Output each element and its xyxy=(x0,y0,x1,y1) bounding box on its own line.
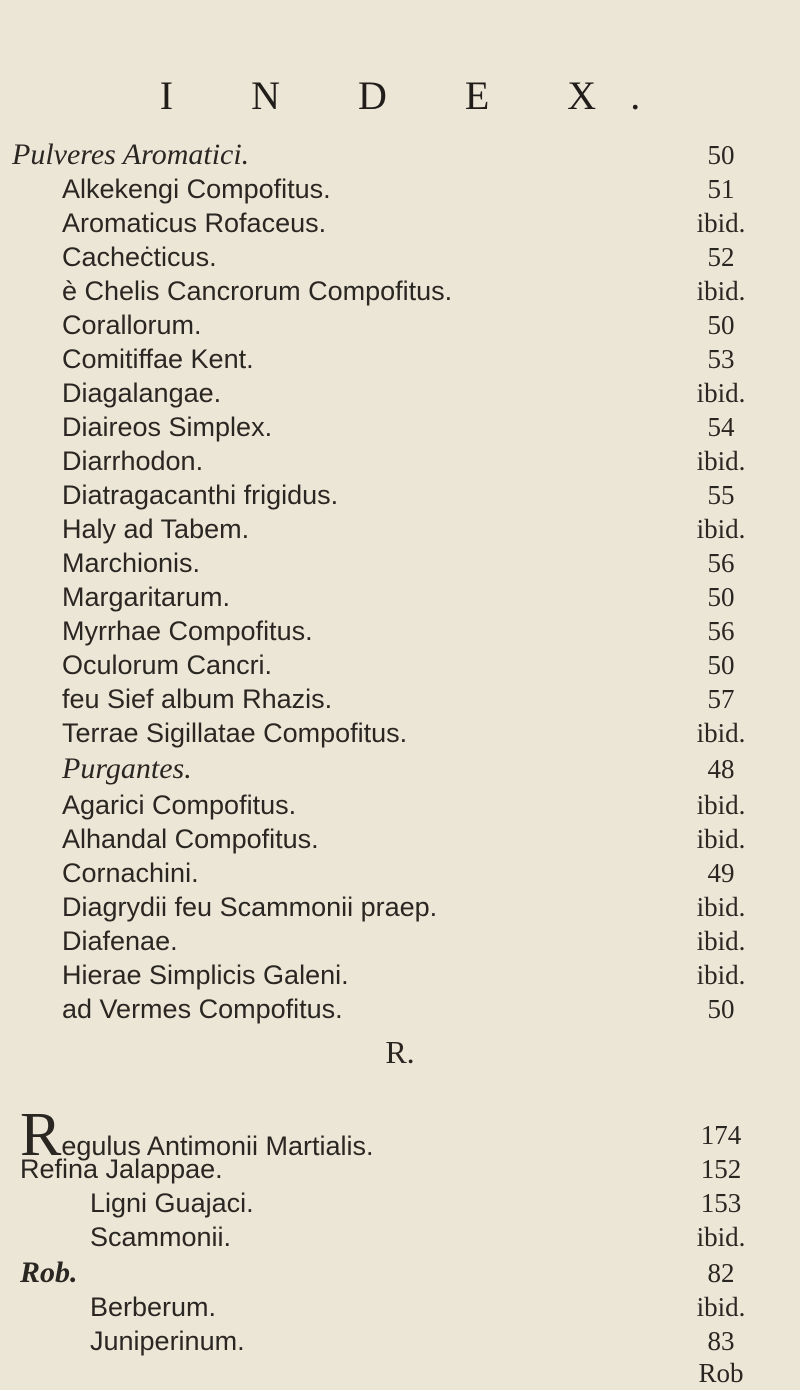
page-ref: ibid. xyxy=(696,1222,746,1252)
index-entry xyxy=(0,1290,800,1324)
entry-name: Rob. xyxy=(20,1256,78,1289)
entry-name: Diafenae. xyxy=(62,926,178,956)
entry-name: Berberum. xyxy=(90,1292,217,1322)
entry-name: Marchionis. xyxy=(62,548,201,578)
catchword-row xyxy=(0,1356,800,1390)
index-entry xyxy=(0,138,800,172)
page-ref: 50 xyxy=(707,310,735,340)
page-ref: ibid. xyxy=(696,926,746,956)
section-letter: R. xyxy=(385,1034,415,1070)
index-entry xyxy=(0,172,800,206)
page-ref: ibid. xyxy=(696,790,746,820)
entry-name: Oculorum Cancri. xyxy=(62,650,273,680)
entry-name: Corallorum. xyxy=(62,310,202,340)
entry-name: Alhandal Compofitus. xyxy=(62,824,319,854)
page-ref: 50 xyxy=(707,650,735,680)
index-entry xyxy=(0,410,800,444)
entry-name: Aromaticus Rofaceus. xyxy=(62,208,327,238)
entry-name: Scammonii. xyxy=(90,1222,232,1252)
page-ref: ibid. xyxy=(696,514,746,544)
index-entry xyxy=(0,614,800,648)
entry-name: Diagalangae. xyxy=(62,378,222,408)
index-entry xyxy=(0,308,800,342)
index-entry xyxy=(0,478,800,512)
page-ref: ibid. xyxy=(696,276,746,306)
index-entry xyxy=(0,512,800,546)
page-ref: ibid. xyxy=(696,208,746,238)
index-entry xyxy=(0,958,800,992)
entry-name: Juniperinum. xyxy=(90,1326,245,1356)
page-ref: 56 xyxy=(707,548,735,578)
page-ref: 54 xyxy=(707,412,735,442)
entry-name: Margaritarum. xyxy=(62,582,231,612)
index-entry xyxy=(0,1324,800,1358)
index-entry xyxy=(0,1256,800,1290)
page-ref: 57 xyxy=(707,684,735,714)
entry-name: Diagrydii feu Scammonii praep. xyxy=(62,892,438,922)
index-entry xyxy=(0,274,800,308)
entry-name: è Chelis Cancrorum Compofitus. xyxy=(62,276,453,306)
entry-name: Cornachini. xyxy=(62,858,199,888)
index-entry xyxy=(0,1152,800,1186)
page-ref: 49 xyxy=(707,858,735,888)
page-ref: 82 xyxy=(707,1258,735,1288)
page-ref: 153 xyxy=(700,1188,742,1218)
entry-name: Ligni Guajaci. xyxy=(90,1188,254,1218)
page-ref: 52 xyxy=(707,242,735,272)
index-entry xyxy=(0,788,800,822)
index-entry xyxy=(0,546,800,580)
entry-name: Agarici Compofitus. xyxy=(62,790,297,820)
index-entry xyxy=(0,752,800,786)
page-ref: 50 xyxy=(707,582,735,612)
index-entry xyxy=(0,890,800,924)
index-entry xyxy=(0,240,800,274)
page-ref: 56 xyxy=(707,616,735,646)
index-entry xyxy=(0,856,800,890)
entry-name-text: egulus Antimonii Martialis. xyxy=(61,1131,374,1161)
page-ref: 51 xyxy=(707,174,735,204)
entry-name: Diatragacanthi frigidus. xyxy=(62,480,339,510)
entry-name: Comitiffae Kent. xyxy=(62,344,254,374)
index-entry xyxy=(0,924,800,958)
index-entry xyxy=(0,206,800,240)
entry-name: Terrae Sigillatae Compofitus. xyxy=(62,718,408,748)
entry-name: Purgantes. xyxy=(62,752,192,785)
entry-name: feu Sief album Rhazis. xyxy=(62,684,333,714)
page-ref: 53 xyxy=(707,344,735,374)
entry-name: Diarrhodon. xyxy=(62,446,204,476)
page-ref: 50 xyxy=(707,140,735,170)
page-ref: 152 xyxy=(700,1154,742,1184)
page-ref: 50 xyxy=(707,994,735,1024)
index-entry xyxy=(0,1220,800,1254)
index-entry xyxy=(0,992,800,1026)
page-ref: ibid. xyxy=(696,378,746,408)
page-ref: ibid. xyxy=(696,824,746,854)
index-entry xyxy=(0,376,800,410)
entry-name: Haly ad Tabem. xyxy=(62,514,250,544)
catchword: Rob xyxy=(698,1358,744,1388)
drop-cap: R xyxy=(20,1101,62,1169)
index-entry xyxy=(0,342,800,376)
page-ref: ibid. xyxy=(696,718,746,748)
index-entry xyxy=(0,716,800,750)
page-ref: 48 xyxy=(707,754,735,784)
index-entry xyxy=(0,580,800,614)
page-ref: ibid. xyxy=(696,446,746,476)
page-ref: 83 xyxy=(707,1326,735,1356)
index-entry xyxy=(0,682,800,716)
entry-name: ad Vermes Compofitus. xyxy=(62,994,343,1024)
entry-name: Refina Jalappae. xyxy=(20,1154,223,1184)
page-ref: ibid. xyxy=(696,960,746,990)
entry-name: Pulveres Aromatici. xyxy=(12,138,250,171)
page-ref: 174 xyxy=(700,1120,742,1150)
entry-name: Alkekengi Compofitus. xyxy=(62,174,331,204)
page-ref: 55 xyxy=(707,480,735,510)
index-entry xyxy=(0,444,800,478)
entry-name: Hierae Simplicis Galeni. xyxy=(62,960,349,990)
index-entry xyxy=(0,1186,800,1220)
page-header: I N D E X. xyxy=(159,73,675,118)
index-entry xyxy=(0,822,800,856)
entry-name: Myrrhae Compofitus. xyxy=(62,616,313,646)
index-entry xyxy=(0,648,800,682)
page-ref: ibid. xyxy=(696,1292,746,1322)
entry-name: Diaireos Simplex. xyxy=(62,412,273,442)
page-ref: ibid. xyxy=(696,892,746,922)
entry-name: Cacheċticus. xyxy=(62,242,217,272)
